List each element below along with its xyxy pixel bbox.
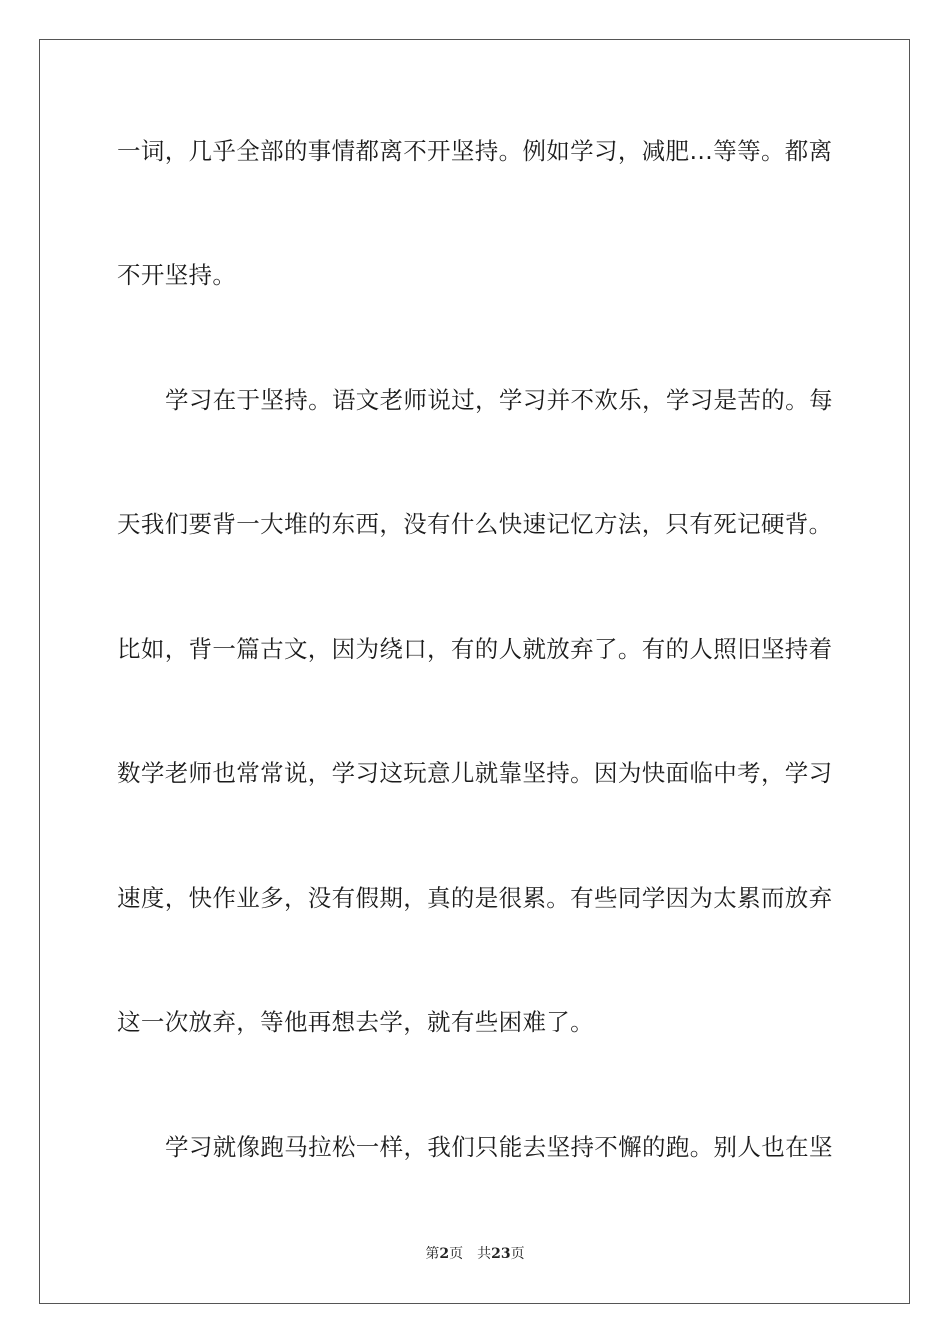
total-pages: 23 — [491, 1246, 511, 1262]
paragraph-start-line-3: 学习在于坚持。语文老师说过，学习并不欢乐，学习是苦的。每 — [165, 386, 833, 414]
paragraph-start-line-9: 学习就像跑马拉松一样，我们只能去坚持不懈的跑。别人也在坚 — [165, 1133, 833, 1161]
page-number: 2 — [439, 1246, 450, 1262]
page-suffix: 页 — [449, 1246, 464, 1262]
page-footer — [0, 1245, 950, 1263]
text-line-1: 一词，几乎全部的事情都离不开坚持。例如学习，减肥…等等。都离 — [117, 137, 833, 165]
total-suffix: 页 — [510, 1246, 525, 1262]
text-line-5: 比如，背一篇古文，因为绕口，有的人就放弃了。有的人照旧坚持着 — [117, 635, 833, 663]
total-prefix: 共 — [477, 1246, 492, 1262]
page-prefix: 第 — [425, 1246, 440, 1262]
page-border — [39, 39, 910, 1304]
text-line-8: 这一次放弃，等他再想去学，就有些困难了。 — [117, 1008, 594, 1036]
text-line-6: 数学老师也常常说，学习这玩意儿就靠坚持。因为快面临中考，学习 — [117, 759, 833, 787]
text-line-4: 天我们要背一大堆的东西，没有什么快速记忆方法，只有死记硬背。 — [117, 510, 833, 538]
text-line-7: 速度，快作业多，没有假期，真的是很累。有些同学因为太累而放弃 — [117, 884, 833, 912]
text-line-2: 不开坚持。 — [117, 261, 237, 289]
